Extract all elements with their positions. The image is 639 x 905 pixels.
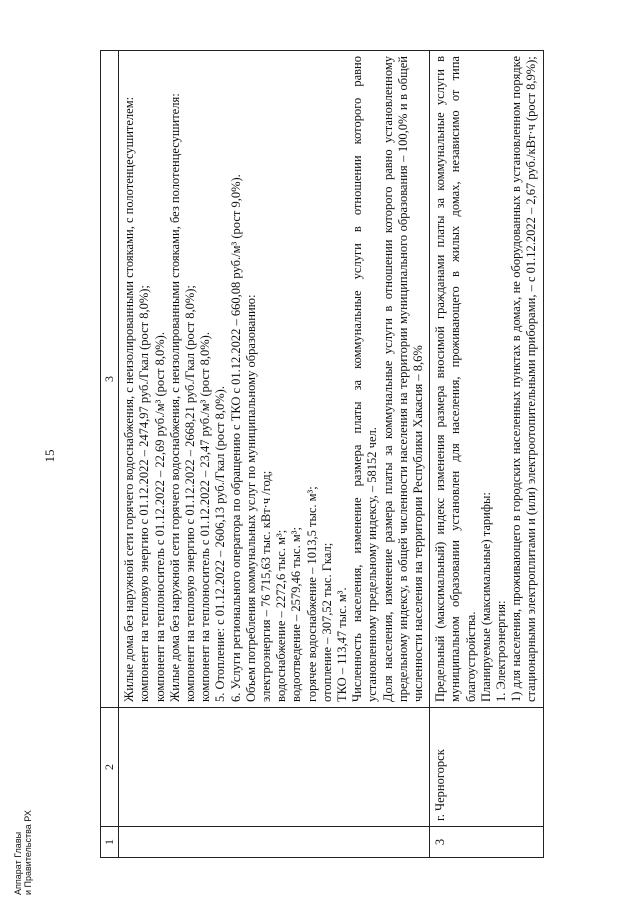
text-line: Доля населения, изменение размера платы за коммунальные услуги в отношении которого равно установленному предельному индексу, в общей численности населения на территории муниципального образования – 100,0% и в общей численности населения на территории Республики Хакасия – 8,6% [380,56,426,702]
tariff-table [100,50,544,858]
header-col-1: 1 [101,827,119,858]
row-content [119,51,430,708]
text-line: 6. Услуги регионального оператора по обращению с ТКО с 01.12.2022 – 660,08 руб./м³ (рост 9,0%). [228,174,243,702]
text-line: компонент на теплоноситель с 01.12.2022 – 23,47 руб./м³ (рост 8,0%). [198,332,213,702]
text-line: Жилые дома без наружной сети горячего водоснабжения, с неизолированными стояками, без полотенцесушителя: [167,93,182,702]
text-line: водоотведение – 2579,46 тыс. м³; [289,527,304,702]
header-col-3: 3 [101,51,119,708]
row-number: 3 [430,827,543,858]
text-line: отопление – 307,52 тыс. Гкал; [319,542,334,702]
text-line: компонент на теплоноситель с 01.12.2022 – 22,69 руб./м³ (рост 8,0%). [152,332,167,702]
text-line: 5. Отопление: с 01.12.2022 – 2606,13 руб./Гкал (рост 8,0%). [213,386,228,702]
row-content [430,51,543,708]
footer-stamp [13,810,33,895]
text-line: водоснабжение – 2272,6 тыс. м³; [274,529,289,702]
header-row [101,51,119,858]
municipality-name: г. Черногорск [430,708,543,827]
municipality-name [119,708,430,827]
rotated-document-table [100,50,542,858]
header-col-2: 2 [101,708,119,827]
text-line: ТКО – 113,47 тыс. м³. [335,587,350,702]
footer-line-2: и Правительства РХ [23,810,33,895]
text-line: компонент на тепловую энергию с 01.12.2022 – 2474,97 руб./Гкал (рост 8,0%); [137,285,152,702]
text-line: компонент на тепловую энергию с 01.12.2022 – 2668,21 руб./Гкал (рост 8,0%); [183,285,198,702]
text-line: электроэнергия – 76 715,63 тыс. кВт·ч /год; [259,470,274,702]
footer-line-1: Аппарат Главы [13,831,23,895]
text-line: 1. Электроэнергия: [494,600,509,702]
text-line: горячее водоснабжение – 1013,5 тыс. м³; [304,486,319,702]
text-line: Предельный (максимальный) индекс изменения размера вносимой гражданами платы за коммунальные услуги в муниципальном образовании установлен для населения, проживающего в жилых домах, независимо от типа благоустройства. [433,56,478,702]
text-line: 1) для населения, проживающего в городских населенных пунктах в домах, не оборудованных в установленном порядке стационарными электроплитами и (или) электроотопительными приборами, – с 01.12.2022 – 2,67 руб./кВт·ч (рост 8,9%); [509,56,539,702]
text-line: Планируемые (максимальные) тарифы: [478,492,493,702]
table-row [119,51,430,858]
page-number: 15 [42,449,57,463]
row-number [119,827,430,858]
text-line: Численность населения, изменение размера платы за коммунальные услуги в отношении которого равно установленному предельному индексу, – 58152 чел. [350,56,380,702]
table-row [430,51,543,858]
text-line: Объем потребления коммунальных услуг по муниципальному образованию: [243,294,258,702]
text-line: Жилые дома без наружной сети горячего водоснабжения, с неизолированными стояками, с полотенцесушителем: [122,96,137,702]
